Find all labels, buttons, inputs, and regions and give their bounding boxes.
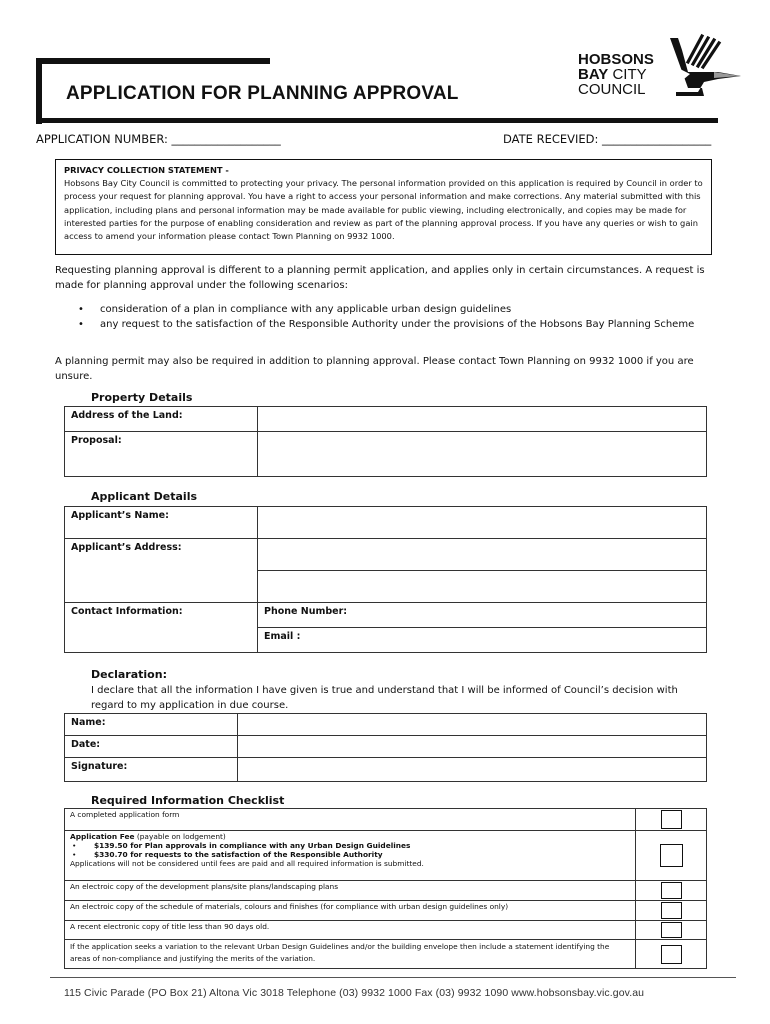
- checkbox-title[interactable]: [661, 922, 682, 938]
- declaration-heading: Declaration:: [91, 668, 167, 681]
- applicant-address-input-1[interactable]: [258, 539, 707, 571]
- header-frame-left: [36, 58, 42, 124]
- address-input[interactable]: [258, 407, 707, 432]
- checklist-item-application-form: A completed application form: [65, 809, 636, 831]
- header-frame-bottom: [36, 118, 718, 123]
- applicant-address-label: Applicant’s Address:: [65, 539, 258, 603]
- property-details-table: [64, 406, 707, 477]
- checklist-item-variation: If the application seeks a variation to the relevant Urban Design Guidelines and/or the building envelope then include a statement identifying the areas of non-compliance and justifying the merits of the variation.: [65, 940, 636, 969]
- date-received-field[interactable]: DATE RECEVIED: ___________________: [503, 132, 712, 146]
- page-title: APPLICATION FOR PLANNING APPROVAL: [66, 83, 459, 104]
- applicant-name-input[interactable]: [258, 507, 707, 539]
- scenario-item: • any request to the satisfaction of the Responsible Authority under the provisions of the Hobsons Bay Planning Scheme: [78, 317, 708, 332]
- phone-number-field[interactable]: Phone Number:: [258, 603, 707, 628]
- declaration-text: I declare that all the information I have given is true and understand that I will be informed of Council’s decision with regard to my application in due course.: [91, 685, 678, 711]
- declaration-date-label: Date:: [65, 736, 238, 758]
- declaration-signature-input[interactable]: [238, 758, 707, 782]
- bird-logo-icon: [668, 32, 742, 100]
- scenario-list: [78, 302, 708, 332]
- application-number-field[interactable]: APPLICATION NUMBER: ___________________: [36, 132, 281, 146]
- council-logo-text: [578, 52, 654, 97]
- intro-paragraph: Requesting planning approval is different to a planning permit application, and applies only in certain circumstances. A request is made for planning approval under the following scenarios:: [55, 265, 705, 291]
- property-details-heading: Property Details: [91, 391, 193, 404]
- proposal-label: Proposal:: [65, 432, 258, 477]
- checklist-table: [64, 808, 707, 969]
- checkbox-fee[interactable]: [660, 844, 683, 867]
- applicant-details-table: [64, 506, 707, 653]
- declaration-signature-label: Signature:: [65, 758, 238, 782]
- footer-divider: [50, 977, 736, 978]
- address-label: Address of the Land:: [65, 407, 258, 432]
- privacy-heading: PRIVACY COLLECTION STATEMENT -: [64, 165, 229, 175]
- header-frame-top: [36, 58, 270, 64]
- logo-line-3: COUNCIL: [578, 81, 646, 98]
- permit-note-paragraph: A planning permit may also be required in addition to planning approval. Please contact Town Planning on 9932 1000 if you are unsure.: [55, 356, 694, 382]
- checklist-item-plans: An electroic copy of the development plans/site plans/landscaping plans: [65, 881, 636, 901]
- applicant-details-heading: Applicant Details: [91, 490, 198, 503]
- declaration-table: [64, 713, 707, 782]
- fee-bullet: • $139.50 for Plan approvals in compliance with any Urban Design Guidelines: [94, 841, 630, 850]
- fee-footer: Applications will not be considered until fees are paid and all required information is submitted.: [70, 859, 424, 868]
- checkbox-variation[interactable]: [661, 945, 682, 964]
- fee-bullet: • $330.70 for requests to the satisfaction of the Responsible Authority: [94, 850, 630, 859]
- checkbox-plans[interactable]: [661, 882, 682, 899]
- checklist-item-title: A recent electronic copy of title less than 90 days old.: [65, 921, 636, 940]
- checkbox-application-form[interactable]: [661, 810, 682, 829]
- applicant-address-input-2[interactable]: [258, 571, 707, 603]
- email-field[interactable]: Email :: [258, 628, 707, 653]
- declaration-name-input[interactable]: [238, 714, 707, 736]
- declaration-name-label: Name:: [65, 714, 238, 736]
- privacy-statement-box: [55, 159, 712, 255]
- contact-information-label: Contact Information:: [65, 603, 258, 653]
- declaration-date-input[interactable]: [238, 736, 707, 758]
- applicant-name-label: Applicant’s Name:: [65, 507, 258, 539]
- footer-contact: 115 Civic Parade (PO Box 21) Altona Vic 3018 Telephone (03) 9932 1000 Fax (03) 9932 1090 www.hobsonsbay.vic.gov.au: [64, 987, 645, 999]
- privacy-text: Hobsons Bay City Council is committed to protecting your privacy. The personal information provided on this application is required by Council in order to process your request for planning approval. You have a right to access your personal information and make corrections. Any material submitted with this application, including plans and personal information may be made available for public viewing, including electronically, and copies may be made for interested parties for the purpose of enabling consideration and review as part of the planning approval process. If you have any queries or wish to gain access to amend your information please contact Town Planning on 9932 1000.: [64, 178, 703, 242]
- logo-line-2-bold: BAY: [578, 66, 609, 83]
- checklist-item-materials: An electroic copy of the schedule of materials, colours and finishes (for compliance with urban design guidelines only): [65, 901, 636, 921]
- checklist-heading: Required Information Checklist: [91, 794, 285, 807]
- logo-line-1: HOBSONS: [578, 51, 654, 68]
- checklist-item-fee: [65, 831, 636, 881]
- logo-line-2-rest: CITY: [612, 66, 647, 83]
- checkbox-materials[interactable]: [661, 902, 682, 919]
- scenario-item: • consideration of a plan in compliance with any applicable urban design guidelines: [78, 302, 708, 317]
- fee-note: (payable on lodgement): [136, 832, 226, 841]
- proposal-input[interactable]: [258, 432, 707, 477]
- fee-title: Application Fee: [70, 832, 135, 841]
